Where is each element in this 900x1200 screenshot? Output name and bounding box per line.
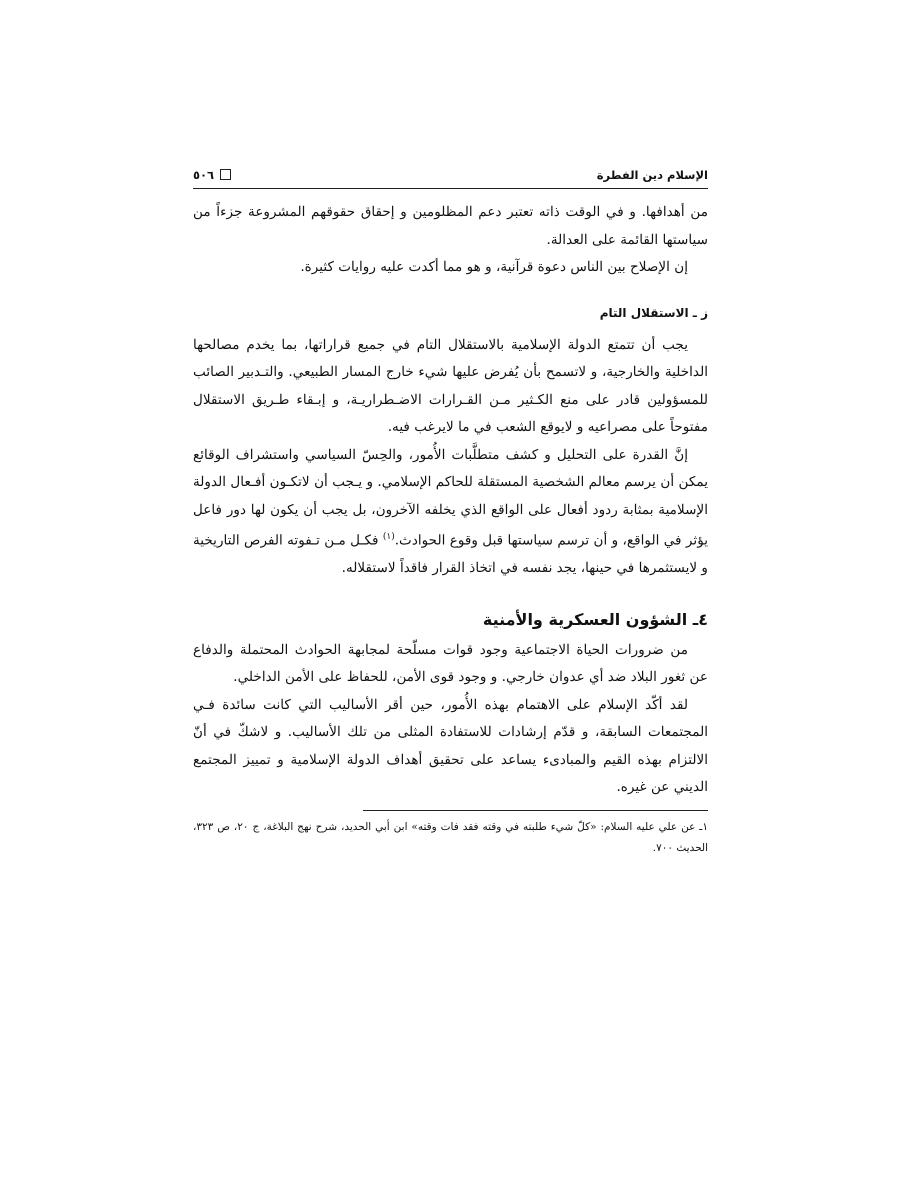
section-4-paragraph-1: من ضرورات الحياة الاجتماعية وجود قوات مسلّحة لمجابهة الحوادث المحتملة والدفاع عن ثغور البلاد ضد أي عدوان خارجي. و وجود قوى الأمن، للحفاظ على الأمن الداخلي. <box>193 641 708 686</box>
square-icon <box>220 169 231 180</box>
book-title: الإسلام دين الفطرة <box>596 168 708 182</box>
section-z-heading: ز ـ الاستقلال التام <box>599 305 708 320</box>
running-header <box>193 168 708 189</box>
section-z-paragraph-2 <box>193 442 708 583</box>
book-page <box>193 168 708 869</box>
footnote-reference: (١) <box>382 532 395 542</box>
footnote-1: ١ـ عن علي عليه السلام: «كلّ شيء طلبته في وقته فقد فات وقته» ابن أبي الحديد، شرح نهج البلاغة، ج ٢٠، ص ٣٢٣، الحديث ٧٠٠. <box>193 820 708 854</box>
footnote-divider <box>363 810 708 811</box>
intro-paragraph-1: من أهدافها. و في الوقت ذاته تعتبر دعم المظلومين و إحقاق حقوقهم المشروعة جزءاً من سياستها القائمة على العدالة. <box>193 204 708 248</box>
section-4-heading: ٤ـ الشؤون العسكرية والأمنية <box>482 609 708 629</box>
section-4-paragraph-2: لقد أكّد الإسلام على الاهتمام بهذه الأُمور، حين أقر الأساليب التي كانت سائدة فـي المجتمعات السابقة، و قدّم إرشادات للاستفادة المثلى من تلك الأساليب. و لاشكّ في أنّ الالتزام بهذه القيم والمبادىء يساعد على تحقيق أهداف الدولة الإسلامية و تمييز المجتمع الديني عن غيره. <box>193 696 708 796</box>
section-z-paragraph-2-text: إنَّ القدرة على التحليل و كشف متطلَّبات الأُمور، والحِسّ السياسي واستشراف الوقائع يمكن أن يرسم معالم الشخصية المستقلة للحاكم الإسلامي. و يـجب أن لاتكـون أفـعال الدولة الإسلامية بمثابة ردود أفعال على الواقع الذي يخلفه الآخرون، بل يجب أن يكون لها دور فاعل يؤثر في الواقع، و أن ترسم سياستها قبل وقوع الحوادث. <box>193 446 708 549</box>
section-z-paragraph-2-tail: فكـل مـن تـفوته الفرص التاريخية و لايستثمرها في حينها، يجد نفسه في اتخاذ القرار فاقداً لاستقلاله. <box>193 532 708 577</box>
page-number <box>193 168 231 182</box>
section-z-paragraph-1: يجب أن تتمتع الدولة الإسلامية بالاستقلال التام في جميع قراراتها، بما يخدم مصالحها الداخلية والخارجية، و لاتسمح بأن يُفرض عليها شيء خارج المسار الطبيعي. والتـدبير الصائب للمسؤولين قادر على منع الكـثير مـن القـرارات الاضـطراريـة، و إبـقاء طـريق الاستقلال مفتوحاً على مصراعيه و لايوقع الشعب في ما لايرغب فيه. <box>193 336 708 435</box>
page-number-text: ٥٠٦ <box>193 168 215 182</box>
intro-paragraph-2: إن الإصلاح بين الناس دعوة قرآنية، و هو مما أكدت عليه روايات كثيرة. <box>300 259 688 275</box>
intro-block <box>193 199 708 282</box>
